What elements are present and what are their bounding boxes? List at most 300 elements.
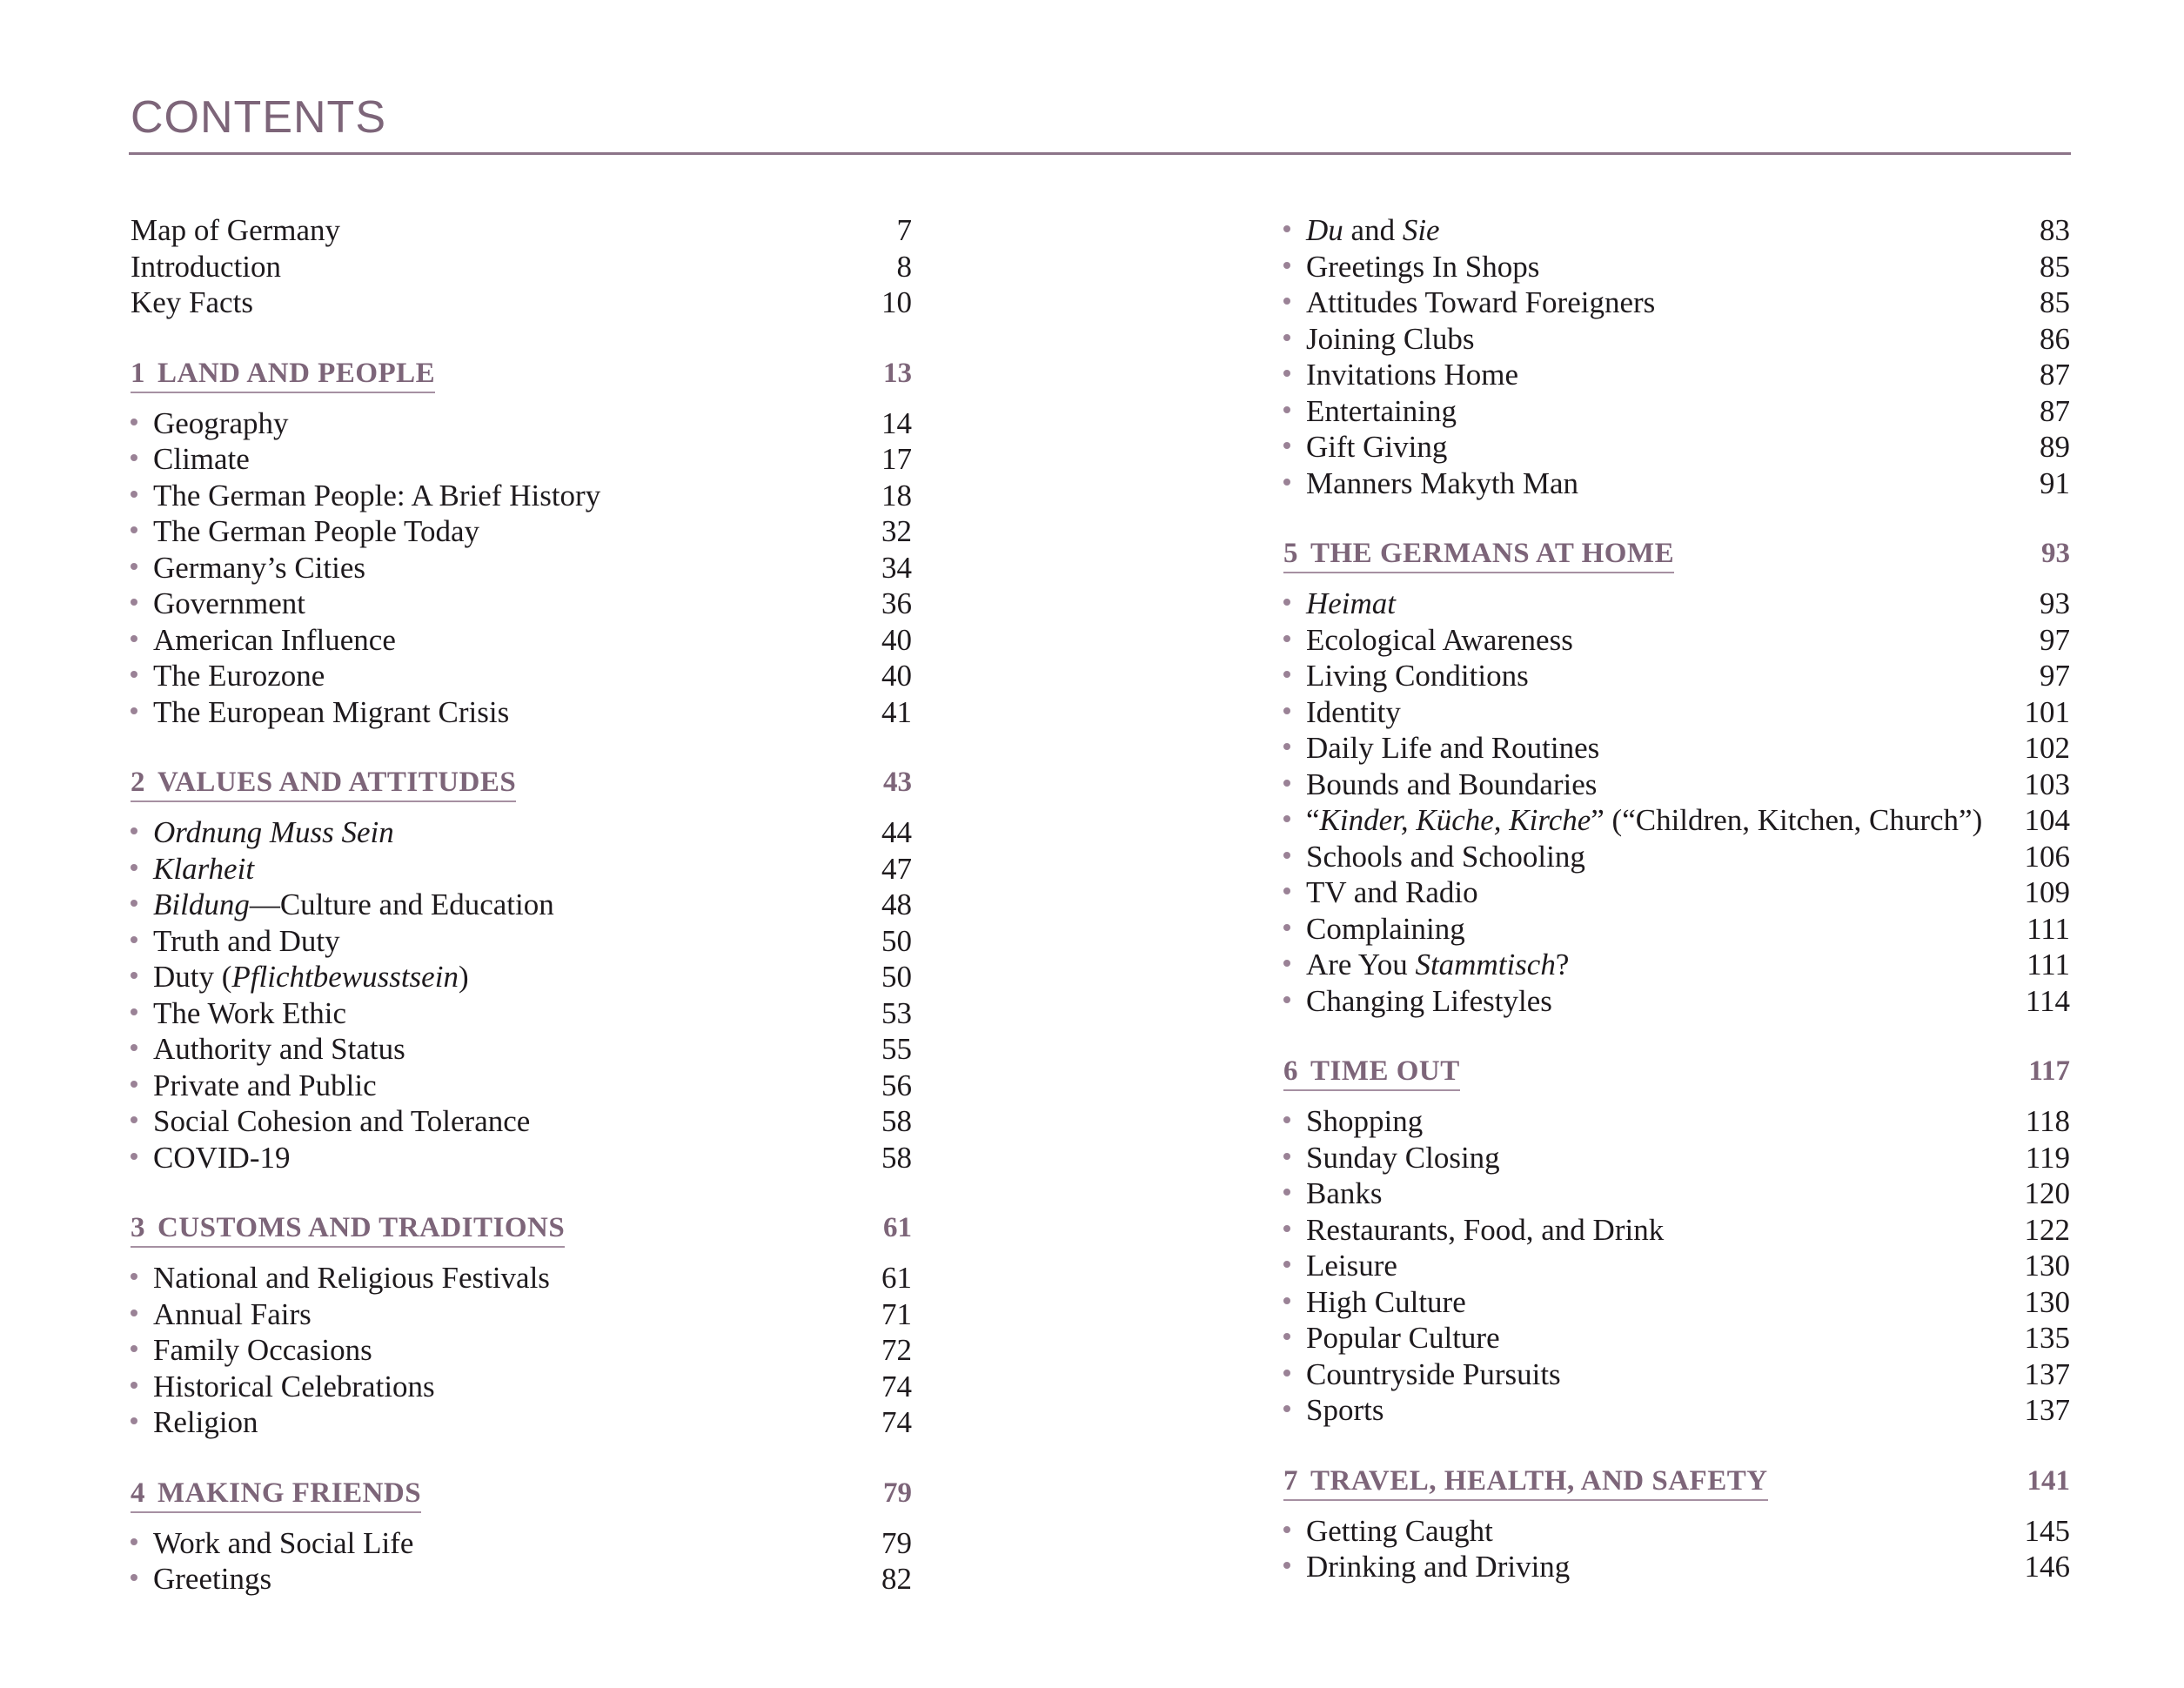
toc-entry-page: 58 xyxy=(881,1104,912,1138)
toc-entry-label xyxy=(131,658,325,694)
toc-entry-label xyxy=(1283,1140,1500,1176)
toc-entry-text-part: Bounds and Boundaries xyxy=(1306,767,1598,801)
bullet-icon xyxy=(131,635,137,642)
toc-entry[interactable] xyxy=(131,249,912,285)
toc-entry-label xyxy=(1283,1513,1493,1550)
toc-entry[interactable] xyxy=(1283,839,2070,875)
toc-entry-text-part: Ecological Awareness xyxy=(1306,622,1573,657)
toc-entry-text xyxy=(1306,1284,1466,1321)
chapter-heading[interactable] xyxy=(1283,1055,2070,1095)
toc-entry-text-part: Sie xyxy=(1402,213,1440,247)
toc-entry-label xyxy=(131,959,469,995)
toc-entry-label xyxy=(131,1260,550,1296)
toc-entry-page: 103 xyxy=(2024,767,2070,801)
toc-entry[interactable] xyxy=(1283,1356,2070,1393)
toc-entry-text xyxy=(1306,802,1982,839)
toc-column-right xyxy=(1283,212,2070,1585)
toc-entry[interactable] xyxy=(131,1103,912,1140)
toc-entry-text xyxy=(1306,212,1440,249)
bullet-icon xyxy=(1283,852,1290,859)
toc-entry-text xyxy=(1306,874,1478,911)
toc-entry[interactable] xyxy=(1283,1392,2070,1429)
toc-entry-text xyxy=(1306,1392,1383,1429)
toc-entry-page: 118 xyxy=(2025,1104,2070,1138)
toc-entry[interactable] xyxy=(131,622,912,659)
toc-entry-text-part: Living Conditions xyxy=(1306,659,1529,693)
title-divider xyxy=(129,152,2071,155)
toc-entry[interactable] xyxy=(131,212,912,249)
toc-entry-text xyxy=(1306,249,1539,285)
toc-entry-page: 89 xyxy=(2040,430,2070,464)
toc-entry-label xyxy=(1283,285,1655,321)
chapter-number: 1 xyxy=(131,357,145,389)
toc-entry-label xyxy=(131,1525,413,1562)
toc-entry[interactable] xyxy=(1283,1248,2070,1284)
bullet-icon xyxy=(131,900,137,907)
toc-entry-page: 74 xyxy=(881,1369,912,1403)
toc-entry-text-part: Schools and Schooling xyxy=(1306,839,1585,874)
toc-entry-label: Introduction xyxy=(131,249,282,284)
chapter-page: 93 xyxy=(2041,538,2070,569)
toc-entry-label xyxy=(131,694,509,731)
chapter-title: THE GERMANS AT HOME xyxy=(1310,538,1675,569)
toc-entry-label xyxy=(1283,1176,1383,1212)
chapter-title-wrap xyxy=(131,1212,565,1248)
chapter-heading[interactable] xyxy=(131,1212,912,1251)
chapter-title: TIME OUT xyxy=(1310,1055,1460,1087)
toc-entry[interactable] xyxy=(131,1031,912,1068)
bullet-icon xyxy=(1283,707,1290,714)
toc-entry-page: 18 xyxy=(881,478,912,512)
bullet-icon xyxy=(131,599,137,606)
toc-entry-text xyxy=(1306,839,1585,875)
bullet-icon xyxy=(131,419,137,425)
toc-entry-page: 86 xyxy=(2040,321,2070,356)
toc-entry-text xyxy=(153,814,394,851)
bullet-icon xyxy=(1283,1526,1290,1533)
toc-entry-label xyxy=(1283,694,1401,731)
toc-entry-label xyxy=(131,441,250,478)
bullet-icon xyxy=(131,1538,137,1545)
bullet-icon xyxy=(131,1116,137,1123)
toc-entry[interactable] xyxy=(131,405,912,442)
toc-entry-page: 146 xyxy=(2024,1550,2070,1584)
toc-entry[interactable] xyxy=(1283,1176,2070,1212)
toc-entry-text-part: Drinking and Driving xyxy=(1306,1550,1571,1584)
toc-entry-text xyxy=(153,622,396,659)
chapter-heading[interactable] xyxy=(131,767,912,806)
bullet-icon xyxy=(131,491,137,498)
toc-entry-text-part: Ordnung Muss Sein xyxy=(153,815,394,849)
toc-entry-label xyxy=(1283,1103,1423,1140)
toc-entry-text-part: Authority and Status xyxy=(153,1032,405,1066)
toc-entry-page: 106 xyxy=(2024,839,2070,874)
toc-entry[interactable] xyxy=(1283,983,2070,1020)
toc-entry[interactable] xyxy=(1283,393,2070,430)
toc-entry-label xyxy=(131,1332,372,1369)
chapter-title: MAKING FRIENDS xyxy=(157,1477,422,1509)
toc-entry-label xyxy=(131,814,394,851)
toc-entry-text-part: Banks xyxy=(1306,1176,1383,1210)
bullet-icon xyxy=(131,1382,137,1389)
bullet-icon xyxy=(1283,599,1290,606)
toc-entry-text-part: TV and Radio xyxy=(1306,875,1478,909)
chapter-title: LAND AND PEOPLE xyxy=(157,357,436,389)
toc-entry-text xyxy=(1306,1356,1561,1393)
chapter-page: 141 xyxy=(2027,1464,2070,1497)
toc-entry-page: 82 xyxy=(881,1562,912,1596)
toc-entry-label xyxy=(1283,947,1569,983)
toc-entry-label xyxy=(1283,429,1447,466)
bullet-icon xyxy=(1283,996,1290,1003)
toc-entry-page: 85 xyxy=(2040,285,2070,319)
toc-entry[interactable] xyxy=(131,923,912,960)
toc-entry-label xyxy=(1283,212,1440,249)
toc-entry-label xyxy=(1283,839,1585,875)
toc-entry-text-part: American Influence xyxy=(153,622,396,657)
toc-entry-label: Map of Germany xyxy=(131,213,341,247)
toc-entry-page: 7 xyxy=(896,213,912,247)
toc-entry[interactable] xyxy=(1283,874,2070,911)
bullet-icon xyxy=(131,1574,137,1581)
bullet-icon xyxy=(1283,780,1290,787)
toc-entry[interactable] xyxy=(1283,947,2070,983)
toc-entry-page: 34 xyxy=(881,550,912,585)
toc-entry-page: 17 xyxy=(881,442,912,476)
toc-entry-label xyxy=(131,405,289,442)
toc-entry[interactable] xyxy=(1283,767,2070,803)
toc-entry[interactable] xyxy=(1283,1549,2070,1585)
bullet-icon xyxy=(1283,334,1290,341)
toc-entry[interactable] xyxy=(1283,1140,2070,1176)
toc-entry-text-part: Complaining xyxy=(1306,911,1465,946)
toc-entry-text-part: The Work Ethic xyxy=(153,995,347,1030)
toc-entry-page: 40 xyxy=(881,659,912,693)
toc-entry-text-part: Joining Clubs xyxy=(1306,321,1475,356)
toc-entry-page: 120 xyxy=(2024,1176,2070,1210)
toc-entry-text-part: —Culture and Education xyxy=(249,888,554,921)
toc-entry-text-part: COVID-19 xyxy=(153,1140,291,1175)
toc-entry-text-part: Geography xyxy=(153,405,289,440)
toc-entry[interactable] xyxy=(1283,212,2070,249)
bullet-icon xyxy=(1283,815,1290,822)
chapter-title: VALUES AND ATTITUDES xyxy=(157,767,517,798)
toc-entry[interactable] xyxy=(131,441,912,478)
toc-entry[interactable] xyxy=(131,1561,912,1598)
toc-entry-text-part: and xyxy=(1343,213,1403,247)
toc-entry[interactable] xyxy=(1283,730,2070,767)
toc-entry-page: 56 xyxy=(881,1068,912,1102)
toc-entry-text-part: ) xyxy=(458,960,469,994)
toc-entry-label xyxy=(1283,1320,1500,1356)
toc-entry-text xyxy=(153,1140,290,1176)
toc-entry-page: 93 xyxy=(2040,586,2070,620)
toc-entry-page: 111 xyxy=(2027,911,2070,946)
chapter-title-wrap xyxy=(131,767,516,802)
toc-entry-text-part: Manners Makyth Man xyxy=(1306,466,1579,500)
bullet-icon xyxy=(1283,888,1290,894)
toc-entry[interactable] xyxy=(131,887,912,923)
bullet-icon xyxy=(131,972,137,979)
toc-entry-page: 97 xyxy=(2040,659,2070,693)
toc-entry-label xyxy=(131,478,600,514)
toc-entry-text-part: Popular Culture xyxy=(1306,1321,1500,1355)
chapter-title-wrap xyxy=(1283,538,1674,573)
toc-entry[interactable] xyxy=(1283,357,2070,393)
toc-entry-label xyxy=(1283,1392,1383,1429)
toc-entry-text xyxy=(153,1103,530,1140)
toc-entry-text-part: Changing Lifestyles xyxy=(1306,983,1552,1018)
toc-entry-page: 135 xyxy=(2024,1321,2070,1355)
toc-entry[interactable] xyxy=(131,1332,912,1369)
bullet-icon xyxy=(131,936,137,943)
bullet-icon xyxy=(1283,262,1290,269)
toc-entry-text-part: Attitudes Toward Foreigners xyxy=(1306,285,1656,319)
toc-entry[interactable] xyxy=(131,1404,912,1441)
toc-entry-page: 72 xyxy=(881,1333,912,1367)
toc-entry-text xyxy=(153,586,305,622)
chapter-title-wrap xyxy=(131,358,435,393)
toc-entry[interactable] xyxy=(1283,911,2070,948)
toc-entry-text-part: Historical Celebrations xyxy=(153,1369,435,1403)
toc-entry-text-part: Private and Public xyxy=(153,1068,377,1102)
toc-entry-label xyxy=(1283,1248,1397,1284)
bullet-icon xyxy=(1283,743,1290,750)
toc-entry-page: 55 xyxy=(881,1032,912,1066)
toc-entry-page: 50 xyxy=(881,923,912,958)
toc-entry-text-part: Getting Caught xyxy=(1306,1513,1493,1548)
toc-entry-text-part: Social Cohesion and Tolerance xyxy=(153,1104,531,1138)
toc-entry[interactable] xyxy=(131,851,912,888)
toc-entry[interactable] xyxy=(1283,622,2070,659)
toc-entry-text xyxy=(153,887,554,923)
toc-entry-page: 145 xyxy=(2024,1513,2070,1548)
toc-entry-label xyxy=(131,622,396,659)
chapter-heading[interactable] xyxy=(131,358,912,397)
toc-entry-label xyxy=(1283,357,1518,393)
toc-entry-text xyxy=(1306,911,1465,948)
toc-entry-text xyxy=(1306,1212,1664,1249)
page-title: CONTENTS xyxy=(131,92,386,143)
toc-entry-text-part: Climate xyxy=(153,442,250,476)
toc-entry-text-part: “ xyxy=(1306,803,1320,837)
toc-entry[interactable] xyxy=(1283,1320,2070,1356)
toc-entry[interactable] xyxy=(1283,1284,2070,1321)
toc-entry[interactable] xyxy=(1283,658,2070,694)
toc-entry-label xyxy=(1283,1212,1664,1249)
toc-entry[interactable] xyxy=(131,1260,912,1296)
toc-entry-label xyxy=(1283,874,1478,911)
toc-entry[interactable] xyxy=(131,586,912,622)
toc-entry[interactable] xyxy=(1283,249,2070,285)
toc-entry-label xyxy=(131,887,554,923)
toc-entry-text-part: Sports xyxy=(1306,1393,1384,1427)
toc-entry[interactable] xyxy=(131,550,912,586)
bullet-icon xyxy=(131,1008,137,1015)
toc-entry[interactable] xyxy=(131,1140,912,1176)
toc-entry-text-part: National and Religious Festivals xyxy=(153,1261,550,1295)
toc-entry[interactable] xyxy=(1283,466,2070,502)
bullet-icon xyxy=(131,1310,137,1316)
toc-entry-label xyxy=(1283,767,1597,803)
toc-entry[interactable] xyxy=(131,513,912,550)
bullet-icon xyxy=(1283,225,1290,232)
toc-entry[interactable] xyxy=(1283,1103,2070,1140)
toc-entry-text xyxy=(153,405,289,442)
toc-entry[interactable] xyxy=(131,285,912,321)
toc-entry-text xyxy=(1306,393,1457,430)
toc-entry-page: 104 xyxy=(2024,803,2070,837)
toc-entry-text xyxy=(1306,357,1518,393)
chapter-number: 7 xyxy=(1283,1464,1298,1497)
toc-entry[interactable] xyxy=(1283,586,2070,622)
toc-entry-text xyxy=(1306,586,1396,622)
toc-entry-page: 87 xyxy=(2040,393,2070,428)
toc-entry-text-part: Are You xyxy=(1306,948,1416,981)
toc-entry-page: 71 xyxy=(881,1296,912,1331)
bullet-icon xyxy=(1283,1405,1290,1412)
toc-entry-text-part: Duty ( xyxy=(153,960,232,994)
toc-entry[interactable] xyxy=(1283,1212,2070,1249)
toc-entry-label xyxy=(131,586,305,622)
toc-entry-text xyxy=(1306,1248,1397,1284)
toc-entry-page: 114 xyxy=(2025,983,2070,1018)
toc-entry-text-part: Work and Social Life xyxy=(153,1525,414,1560)
toc-entry[interactable] xyxy=(131,1369,912,1405)
toc-entry-text xyxy=(1306,1140,1500,1176)
toc-entry-text xyxy=(1306,622,1573,659)
toc-entry-text xyxy=(1306,1549,1570,1585)
toc-entry-page: 109 xyxy=(2024,875,2070,909)
chapter-heading[interactable] xyxy=(1283,1465,2070,1504)
bullet-icon xyxy=(131,1345,137,1352)
toc-entry-text-part: Germany’s Cities xyxy=(153,550,365,585)
chapter-heading[interactable] xyxy=(1283,538,2070,577)
bullet-icon xyxy=(131,864,137,871)
toc-entry[interactable] xyxy=(1283,429,2070,466)
chapter-number: 3 xyxy=(131,1212,145,1243)
toc-entry-text-part: Bildung xyxy=(153,888,250,921)
toc-entry-text-part: Stammtisch xyxy=(1415,948,1556,981)
toc-entry-text xyxy=(1306,429,1447,466)
bullet-icon xyxy=(131,1081,137,1088)
toc-entry-label xyxy=(131,1561,271,1598)
toc-entry-text-part: The Eurozone xyxy=(153,659,325,693)
toc-entry-text xyxy=(153,995,346,1032)
toc-entry[interactable] xyxy=(131,1068,912,1104)
toc-entry-text-part: Gift Giving xyxy=(1306,430,1448,464)
toc-entry-page: 44 xyxy=(881,815,912,849)
toc-entry-text xyxy=(1306,1176,1383,1212)
toc-entry[interactable] xyxy=(1283,802,2070,839)
chapter-title: TRAVEL, HEALTH, AND SAFETY xyxy=(1310,1464,1768,1497)
toc-entry-label xyxy=(1283,1549,1570,1585)
bullet-icon xyxy=(131,1153,137,1160)
toc-entry-text xyxy=(153,1369,435,1405)
toc-entry-label xyxy=(1283,622,1573,659)
chapter-title: CUSTOMS AND TRADITIONS xyxy=(157,1212,566,1243)
toc-entry-text-part: Greetings xyxy=(153,1562,272,1596)
toc-entry-text xyxy=(1306,694,1401,731)
toc-entry-text xyxy=(1306,983,1552,1020)
toc-entry-page: 83 xyxy=(2040,213,2070,247)
toc-entry-text xyxy=(1306,285,1655,321)
bullet-icon xyxy=(1283,1297,1290,1304)
bullet-icon xyxy=(1283,635,1290,642)
toc-entry-page: 101 xyxy=(2024,694,2070,729)
toc-entry-label xyxy=(131,1031,405,1068)
chapter-page: 79 xyxy=(883,1477,912,1509)
toc-entry[interactable] xyxy=(131,1525,912,1562)
toc-entry-label xyxy=(1283,466,1578,502)
toc-entry[interactable] xyxy=(131,959,912,995)
toc-entry-text xyxy=(153,513,479,550)
toc-entry-text xyxy=(153,1332,372,1369)
toc-entry-text xyxy=(153,1031,405,1068)
toc-entry[interactable] xyxy=(131,995,912,1032)
bullet-icon xyxy=(1283,924,1290,931)
toc-entry-page: 61 xyxy=(881,1261,912,1295)
toc-entry-label xyxy=(131,851,254,888)
bullet-icon xyxy=(131,707,137,714)
toc-entry[interactable] xyxy=(131,478,912,514)
bullet-icon xyxy=(1283,1189,1290,1196)
toc-entry-text-part: Identity xyxy=(1306,694,1401,729)
toc-entry[interactable] xyxy=(131,814,912,851)
toc-entry-label xyxy=(1283,249,1539,285)
bullet-icon xyxy=(1283,1370,1290,1377)
toc-entry-text-part: Shopping xyxy=(1306,1104,1424,1138)
bullet-icon xyxy=(131,454,137,461)
toc-entry-page: 47 xyxy=(881,851,912,886)
toc-entry-text xyxy=(1306,947,1569,983)
chapter-page: 13 xyxy=(883,357,912,389)
toc-entry-text xyxy=(153,441,250,478)
toc-entry-text xyxy=(1306,767,1597,803)
toc-entry-page: 130 xyxy=(2024,1284,2070,1319)
toc-entry-text-part: Annual Fairs xyxy=(153,1296,312,1331)
toc-entry[interactable] xyxy=(131,694,912,731)
bullet-icon xyxy=(1283,1333,1290,1340)
bullet-icon xyxy=(131,827,137,834)
chapter-heading[interactable] xyxy=(131,1477,912,1517)
toc-entry[interactable] xyxy=(1283,694,2070,731)
toc-entry[interactable] xyxy=(131,1296,912,1333)
toc-entry-label xyxy=(1283,393,1457,430)
toc-entry[interactable] xyxy=(131,658,912,694)
toc-entry-text-part: Restaurants, Food, and Drink xyxy=(1306,1212,1665,1247)
toc-entry-text-part: Klarheit xyxy=(153,851,255,886)
toc-entry-text xyxy=(153,550,365,586)
toc-entry-page: 87 xyxy=(2040,358,2070,392)
toc-entry-page: 111 xyxy=(2027,948,2070,981)
toc-entry-page: 48 xyxy=(881,888,912,921)
toc-entry-page: 10 xyxy=(881,285,912,319)
toc-entry-label xyxy=(1283,586,1396,622)
bullet-icon xyxy=(1283,1261,1290,1268)
toc-entry-label xyxy=(131,1296,312,1333)
bullet-icon xyxy=(1283,671,1290,678)
chapter-title-wrap xyxy=(1283,1465,1768,1501)
toc-entry-text xyxy=(153,959,469,995)
toc-entry-text xyxy=(1306,1513,1493,1550)
toc-entry[interactable] xyxy=(1283,285,2070,321)
toc-entry[interactable] xyxy=(1283,321,2070,358)
toc-entry-label xyxy=(131,1404,258,1441)
toc-entry[interactable] xyxy=(1283,1513,2070,1550)
chapter-title-wrap xyxy=(1283,1055,1460,1091)
toc-entry-text xyxy=(153,1260,550,1296)
